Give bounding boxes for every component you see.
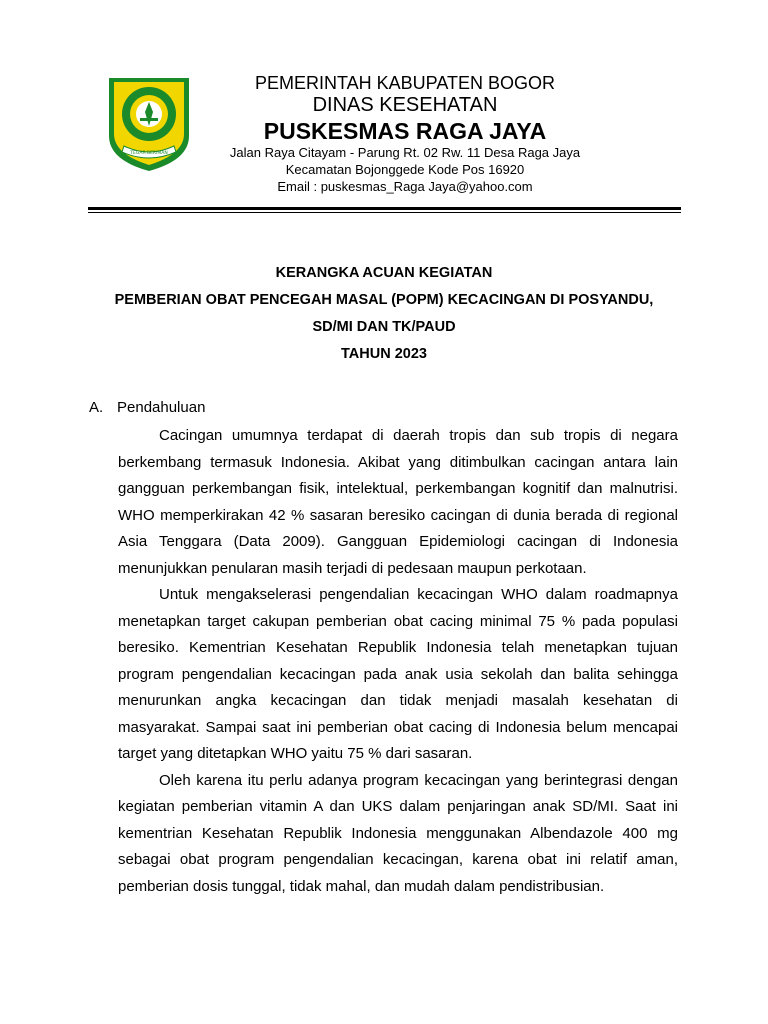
header-divider-thin: [88, 212, 681, 213]
section-heading: [89, 399, 205, 416]
paragraph: Untuk mengakselerasi pengendalian kecacingan WHO dalam roadmapnya menetapkan target cakupan pemberian obat cacing minimal 75 % pada populasi beresiko. Kementrian Kesehatan Republik Indonesia telah menetapkan tujuan program pengendalian kecacingan pada anak usia sekolah dan balita sehingga menurunkan angka kecacingan dan tidak menjadi masalah kesehatan di masyarakat. Sampai saat ini pemberian obat cacing di Indonesia belum mencapai target yang ditetapkan WHO yaitu 75 % dari sasaran.: [118, 586, 678, 762]
logo-ribbon-text: TEGAR BERIMAN: [130, 151, 168, 156]
section-body: [118, 423, 678, 900]
kabupaten-bogor-emblem-icon: [104, 74, 194, 174]
address-district: Kecamatan Bojonggede Kode Pos 16920: [285, 162, 525, 177]
address-street: Jalan Raya Citayam - Parung Rt. 02 Rw. 11 Desa Raga Jaya: [229, 145, 581, 160]
paragraph: Cacingan umumnya terdapat di daerah tropis dan sub tropis di negara berkembang termasuk Indonesia. Akibat yang ditimbulkan cacingan antara lain gangguan perkembangan fisik, intelektual, perkembangan kognitif dan malnutrisi. WHO memperkirakan 42 % sasaran beresiko cacingan di dunia berada di regional Asia Tenggara (Data 2009). Gangguan Epidemiologi cacingan di Indonesia menunjukkan penularan masih terjadi di pedesaan maupun perkotaan.: [118, 427, 678, 577]
email-address: Email : puskesmas_Raga Jaya@yahoo.com: [277, 179, 533, 194]
puskesmas-name: PUSKESMAS RAGA JAYA: [263, 118, 547, 144]
document-year: TAHUN 2023: [341, 346, 427, 362]
paragraph: Oleh karena itu perlu adanya program kecacingan yang berintegrasi dengan kegiatan pemberian vitamin A dan UKS dalam penjaringan anak SD/MI. Saat ini kementrian Kesehatan Republik Indonesia menggunakan Albendazole 400 mg sebagai obat program pengendalian kecacingan, karena obat ini relatif aman, pemberian dosis tunggal, tidak mahal, dan mudah dalam pendistribusian.: [118, 771, 678, 895]
government-name: PEMERINTAH KABUPATEN BOGOR: [254, 73, 556, 93]
section-number: A.: [89, 399, 104, 416]
section-title: Pendahuluan: [117, 399, 206, 416]
document-subtitle-2: SD/MI DAN TK/PAUD: [312, 319, 456, 335]
document-title: KERANGKA ACUAN KEGIATAN: [275, 265, 493, 281]
header-divider-thick: [88, 207, 681, 210]
department-name: DINAS KESEHATAN: [312, 94, 498, 116]
document-subtitle-1: PEMBERIAN OBAT PENCEGAH MASAL (POPM) KECACINGAN DI POSYANDU,: [114, 292, 654, 308]
